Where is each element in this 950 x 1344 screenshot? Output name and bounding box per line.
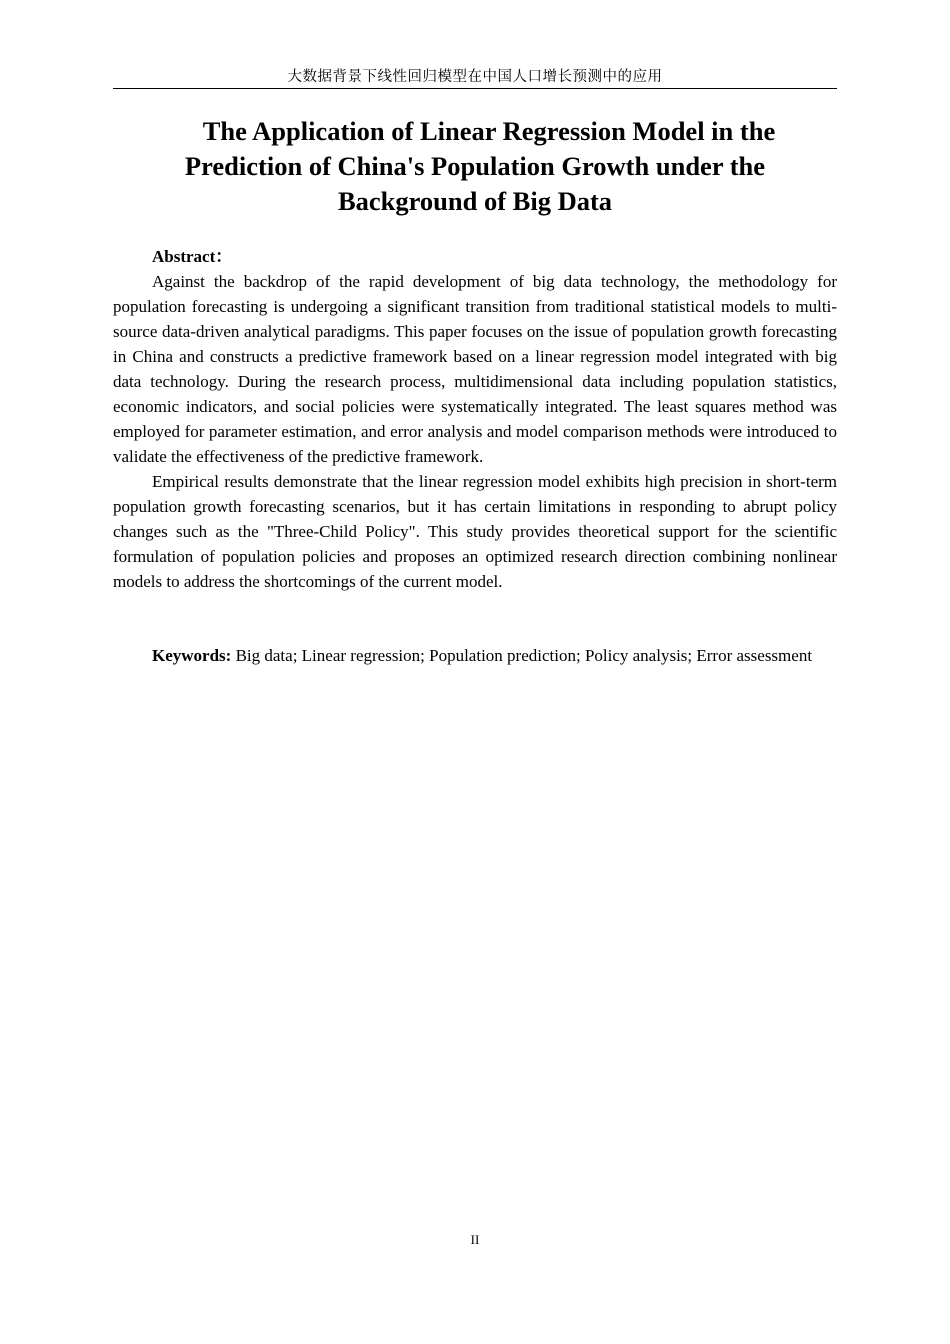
abstract-paragraph-2: Empirical results demonstrate that the linear regression model exhibits high precision in short-term population growth forecasting scenarios, but it has certain limitations in responding to abrupt policy changes such as the "Three-Child Policy". This study provides theoretical support for the scientific formulation of population policies and proposes an optimized research direction combining nonlinear models to address the shortcomings of the current model. xyxy=(113,472,837,591)
abstract-paragraph-1: Against the backdrop of the rapid development of big data technology, the methodology for population forecasting is undergoing a significant transition from traditional statistical models to multi-source data-driven analytical paradigms. This paper focuses on the issue of population growth forecasting in China and constructs a predictive framework based on a linear regression model integrated with big data technology. During the research process, multidimensional data including population statistics, economic indicators, and social policies were systematically integrated. The least squares method was employed for parameter estimation, and error analysis and model comparison methods were introduced to validate the effectiveness of the predictive framework. xyxy=(113,272,837,466)
paper-title-line-1: The Application of Linear Regression Model in the xyxy=(202,116,776,146)
paper-title-line-3: Background of Big Data xyxy=(337,186,613,216)
header-rule xyxy=(113,88,837,89)
abstract-heading: Abstract： xyxy=(152,247,233,266)
keywords-label: Keywords: xyxy=(152,646,232,665)
page-number: II xyxy=(470,1232,480,1247)
paper-title-line-2: Prediction of China's Population Growth under the xyxy=(184,151,766,181)
abstract-body xyxy=(113,269,837,594)
keywords xyxy=(113,643,837,668)
running-header: 大数据背景下线性回归模型在中国人口增长预测中的应用 xyxy=(287,69,663,85)
keywords-list: Big data; Linear regression; Population prediction; Policy analysis; Error assessment xyxy=(231,646,813,665)
paper-title xyxy=(113,114,837,219)
